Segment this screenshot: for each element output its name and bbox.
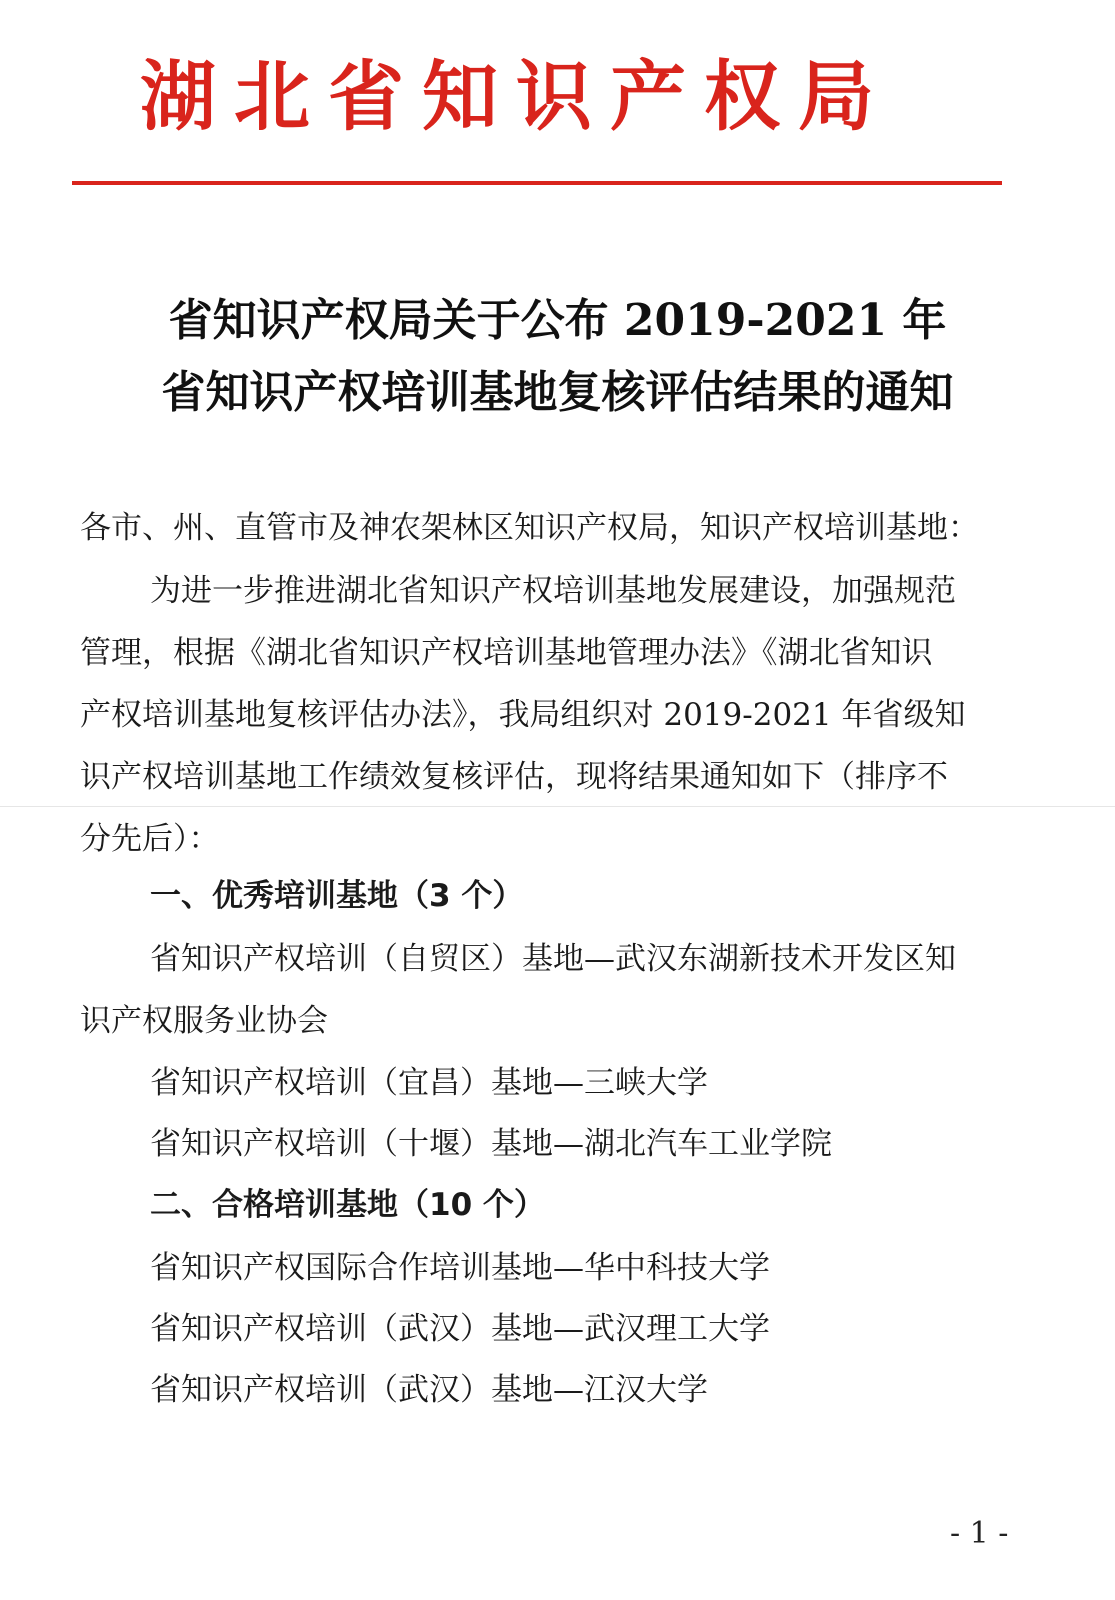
salutation: 各市、州、直管市及神农架林区知识产权局，知识产权培训基地： <box>80 510 979 546</box>
list-item: 省知识产权培训（武汉）基地—武汉理工大学 <box>150 1311 770 1347</box>
page-number: - 1 - <box>950 1516 1009 1551</box>
body-line-3: 产权培训基地复核评估办法》，我局组织对 2019-2021 年省级知 <box>80 697 966 733</box>
list-item: 省知识产权国际合作培训基地—华中科技大学 <box>150 1250 770 1286</box>
document-title-line-2: 省知识产权培训基地复核评估结果的通知 <box>161 367 954 418</box>
list-item: 识产权服务业协会 <box>80 1003 328 1039</box>
section-heading-qualified: 二、合格培训基地（10 个） <box>150 1187 545 1223</box>
masthead: 湖北省知识产权局 <box>140 52 892 141</box>
body-line-5: 分先后）： <box>80 821 220 857</box>
list-item: 省知识产权培训（十堰）基地—湖北汽车工业学院 <box>150 1126 832 1162</box>
body-line-2: 管理，根据《湖北省知识产权培训基地管理办法》《湖北省知识 <box>80 635 933 671</box>
list-item: 省知识产权培训（武汉）基地—江汉大学 <box>150 1372 708 1408</box>
scan-artifact-line <box>0 806 1115 807</box>
list-item: 省知识产权培训（宜昌）基地—三峡大学 <box>150 1065 708 1101</box>
section-heading-excellent: 一、优秀培训基地（3 个） <box>150 878 524 914</box>
body-line-1: 为进一步推进湖北省知识产权培训基地发展建设，加强规范 <box>150 573 956 609</box>
list-item: 省知识产权培训（自贸区）基地—武汉东湖新技术开发区知 <box>150 941 956 977</box>
body-line-4: 识产权培训基地工作绩效复核评估，现将结果通知如下（排序不 <box>80 759 948 795</box>
document-title-line-1: 省知识产权局关于公布 2019-2021 年 <box>168 295 947 346</box>
red-divider-rule <box>72 181 1002 185</box>
